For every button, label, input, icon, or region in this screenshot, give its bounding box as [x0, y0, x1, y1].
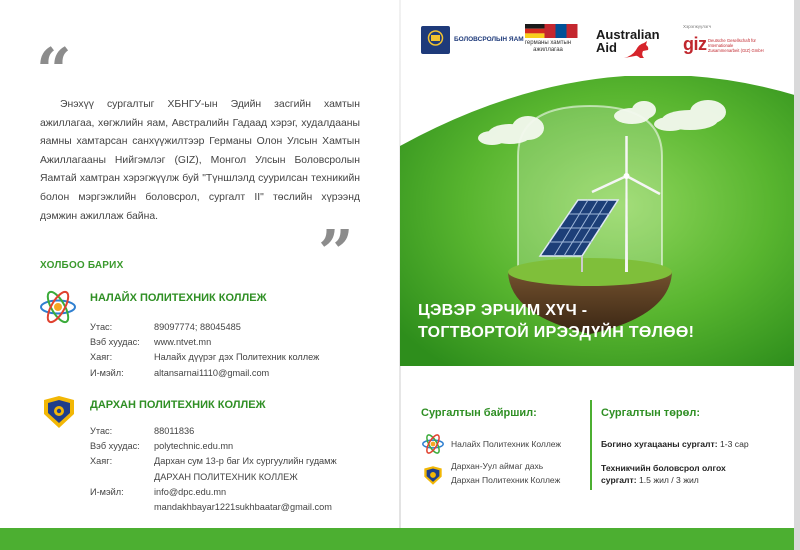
phone-row [90, 424, 337, 439]
web-label: Вэб хуудас: [90, 441, 140, 452]
address-label: Хаяг: [90, 352, 113, 363]
training-types-title: Сургалтын төрөл: [601, 407, 700, 419]
web-label: Вэб хуудас: [90, 337, 140, 348]
giz-logo: giz [683, 34, 707, 54]
ministry-name: БОЛОВСРОЛЫН ЯАМ [454, 36, 524, 43]
email-link-2[interactable]: mandakhbayar1221sukhbaatar@gmail.com [154, 502, 332, 513]
technician-course-item: Техникчийн боловсрол олгох сургалт: 1.5 жил / 3 жил [601, 463, 726, 485]
address-value: Налайх дүүрэг дэх Политехник коллеж [154, 352, 320, 363]
email-row-2 [90, 500, 337, 515]
darkhan-contact-info [90, 424, 337, 515]
contact-title: ХОЛБОО БАРИХ [40, 260, 124, 271]
email-link[interactable]: info@dpc.edu.mn [154, 486, 227, 497]
ministry-emblem-icon [421, 26, 450, 54]
close-quote-icon: ” [318, 216, 354, 289]
intro-paragraph: Энэхүү сургалтыг ХБНГУ-ын Эдийн засгийн хамтын ажиллагаа, хөгжлийн яам, Австралийн Гадаад хэрэг, худалдааны яамны хамтарсан санхүүжилтээр Германы Олон Улсын Хамтын Ажиллагааны Нийгэмлэг (GIZ), Монгол Улсын Боловсролын Яамтай хамтран хэрэгжүүлж буй "Түншлэлд суурилсан техникийн болон мэргэжлийн боловсрол, сургалт II" төслийн хүрээнд дэмжин ажиллаж байна. [40, 99, 360, 222]
giz-full-name: Deutsche Gesellschaft für Internationale Zusammenarbeit (GIZ) GmbH [708, 38, 764, 53]
address-value-2: ДАРХАН ПОЛИТЕХНИК КОЛЛЕЖ [154, 471, 298, 482]
phone-value: 89097774; 88045485 [154, 322, 241, 332]
short-course-item: Богино хугацааны сургалт: 1-3 сар [601, 439, 749, 449]
bottom-green-band [0, 528, 800, 550]
nalaikh-contact-info [90, 320, 319, 381]
email-link[interactable]: altansarnai1110@gmail.com [154, 367, 270, 378]
open-quote-icon: “ [36, 34, 72, 107]
location-nalaikh: Налайх Политехник Коллеж [451, 439, 562, 449]
page-edge-shadow [794, 0, 800, 550]
kangaroo-icon [622, 40, 652, 60]
location-darkhan: Дархан-Уул аймаг дахь Дархан Политехник Коллеж [451, 461, 561, 485]
email-row [90, 366, 319, 381]
darkhan-college-name: ДАРХАН ПОЛИТЕХНИК КОЛЛЕЖ [90, 399, 266, 411]
nalaikh-college-name: НАЛАЙХ ПОЛИТЕХНИК КОЛЛЕЖ [90, 292, 267, 304]
section-divider [590, 400, 592, 490]
germany-cooperation-label: германы хамтын ажиллагаа [524, 40, 572, 53]
hero-title: ЦЭВЭР ЭРЧИМ ХҮЧ - ТОГТВОРТОЙ ИРЭЭДҮЙН ТӨЛӨӨ! [418, 302, 695, 341]
phone-label: Утас: [90, 426, 113, 436]
nalaikh-college-logo-icon [38, 287, 78, 327]
email-label: И-мэйл: [90, 367, 124, 378]
address-row-2 [90, 470, 337, 485]
web-link[interactable]: polytechnic.edu.mn [154, 441, 234, 452]
email-label: И-мэйл: [90, 486, 124, 497]
darkhan-college-logo-icon [40, 394, 78, 430]
web-row [90, 439, 337, 454]
phone-label: Утас: [90, 322, 113, 332]
address-row [90, 454, 337, 469]
web-row [90, 335, 319, 350]
australian-aid-logo: Australian Aid [596, 27, 660, 55]
address-value: Дархан сум 13-р баг Их сургуулийн гудамж [154, 456, 337, 467]
phone-value: 88011836 [154, 426, 195, 436]
giz-implementer-label: Хэрэгжүүлэгч [683, 24, 712, 29]
email-row [90, 485, 337, 500]
mongolia-flag-icon [543, 24, 579, 38]
address-row [90, 350, 319, 365]
phone-row [90, 320, 319, 335]
darkhan-college-logo-icon [422, 465, 444, 486]
address-label: Хаяг: [90, 456, 113, 467]
nalaikh-college-logo-icon [421, 432, 445, 456]
locations-title: Сургалтын байршил: [421, 407, 537, 419]
web-link[interactable]: www.ntvet.mn [154, 337, 212, 348]
